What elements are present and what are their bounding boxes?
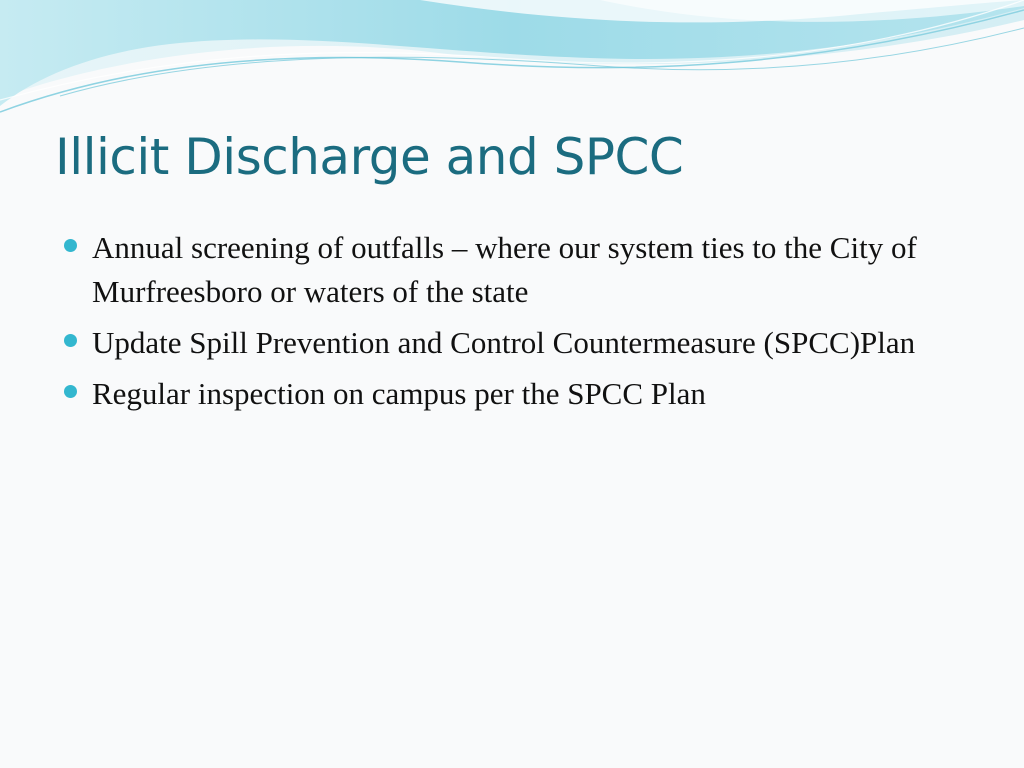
bullet-dot-icon [64, 239, 77, 252]
bullet-dot-icon [64, 334, 77, 347]
slide-title: Illicit Discharge and SPCC [55, 128, 684, 186]
header-wave-decoration [0, 0, 1024, 130]
bullet-text: Annual screening of outfalls – where our system ties to the City of Murfreesboro or waters of the state [92, 230, 917, 309]
list-item [62, 321, 982, 365]
list-item [62, 372, 982, 416]
list-item [62, 226, 982, 314]
bullet-text: Update Spill Prevention and Control Countermeasure (SPCC)Plan [92, 325, 916, 360]
bullet-text: Regular inspection on campus per the SPCC Plan [92, 376, 706, 411]
bullet-list [62, 226, 982, 423]
bullet-dot-icon [64, 385, 77, 398]
